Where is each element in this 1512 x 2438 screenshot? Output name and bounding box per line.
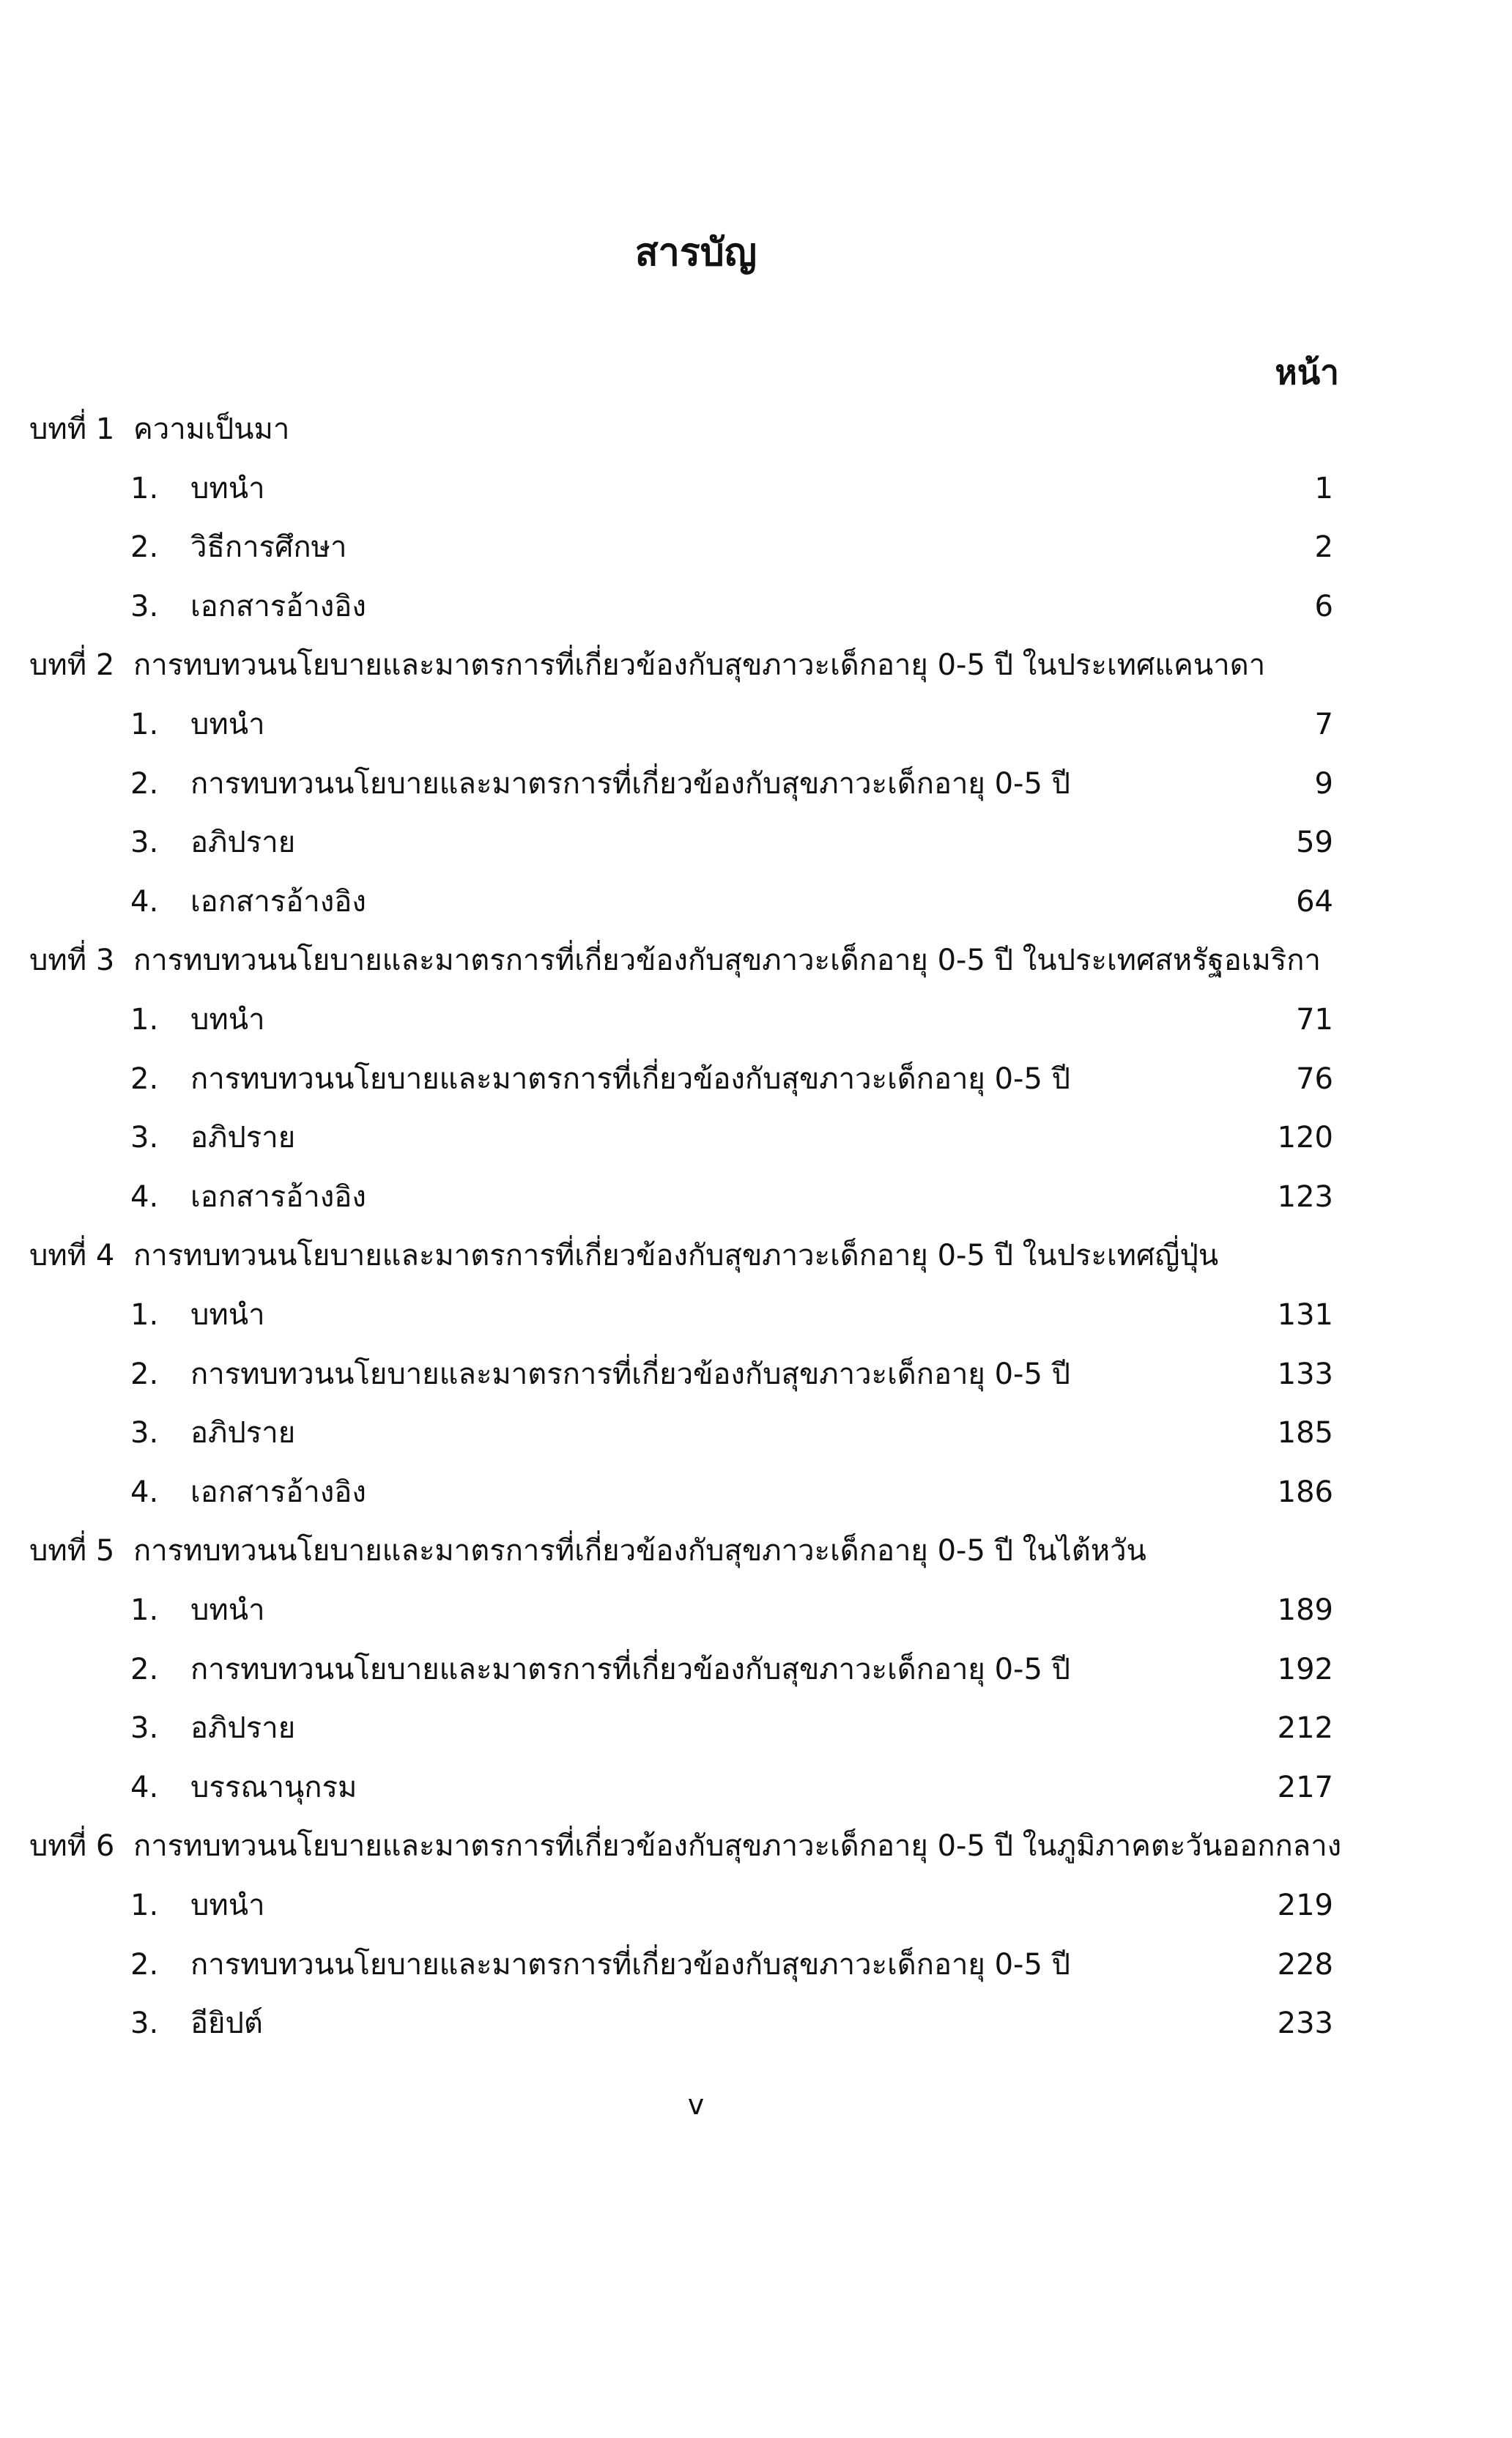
chapter-heading bbox=[29, 1234, 1218, 1278]
toc-entry-number: 3. bbox=[130, 826, 159, 859]
toc-entry-title: อภิปราย bbox=[190, 826, 296, 859]
toc-entry-title: เอกสารอ้างอิง bbox=[190, 590, 366, 623]
toc-page-number: 131 bbox=[1277, 1298, 1333, 1332]
toc-entry bbox=[130, 998, 265, 1042]
toc-entry-title: การทบทวนนโยบายและมาตรการที่เกี่ยวข้องกับสุขภาวะเด็กอายุ 0-5 ปี bbox=[190, 1357, 1071, 1391]
chapter-title: การทบทวนนโยบายและมาตรการที่เกี่ยวข้องกับสุขภาวะเด็กอายุ 0-5 ปี ในภูมิภาคตะวันออกกลาง bbox=[133, 1829, 1342, 1863]
toc-page-number: 228 bbox=[1277, 1948, 1333, 1982]
toc-entry bbox=[130, 1470, 366, 1514]
toc-entry bbox=[130, 2001, 263, 2045]
chapter-title: การทบทวนนโยบายและมาตรการที่เกี่ยวข้องกับสุขภาวะเด็กอายุ 0-5 ปี ในประเทศสหรัฐอเมริกา bbox=[133, 944, 1321, 977]
toc-entry-number: 2. bbox=[130, 1062, 159, 1096]
toc-entry bbox=[130, 1706, 295, 1750]
toc-entry bbox=[130, 1116, 295, 1160]
chapter-label: บทที่ 5 bbox=[29, 1534, 115, 1568]
toc-page-number: 1 bbox=[1314, 472, 1333, 505]
toc-entry-title: บทนำ bbox=[190, 708, 265, 741]
toc-entry bbox=[130, 1883, 265, 1927]
toc-entry bbox=[130, 1175, 366, 1219]
toc-entry-number: 4. bbox=[130, 885, 159, 919]
page-folio: v bbox=[687, 2089, 705, 2121]
chapter-title: ความเป็นมา bbox=[133, 412, 290, 446]
toc-page-number: 9 bbox=[1314, 767, 1333, 801]
chapter-heading bbox=[29, 643, 1265, 687]
toc-entry-title: เอกสารอ้างอิง bbox=[190, 885, 366, 919]
toc-entry-title: บทนำ bbox=[190, 1889, 265, 1922]
toc-entry bbox=[130, 525, 346, 569]
toc-page-number: 233 bbox=[1277, 2007, 1333, 2040]
page-title: สารบัญ bbox=[634, 231, 757, 275]
toc-entry-title: อภิปราย bbox=[190, 1711, 296, 1745]
toc-page-number: 71 bbox=[1296, 1003, 1333, 1037]
page-column-header: หน้า bbox=[1275, 352, 1339, 392]
toc-entry-number: 1. bbox=[130, 708, 159, 741]
toc-entry bbox=[130, 880, 366, 924]
toc-entry-number: 1. bbox=[130, 1593, 159, 1627]
toc-entry-number: 1. bbox=[130, 472, 159, 505]
toc-entry-title: การทบทวนนโยบายและมาตรการที่เกี่ยวข้องกับสุขภาวะเด็กอายุ 0-5 ปี bbox=[190, 767, 1071, 801]
toc-page-number: 64 bbox=[1296, 885, 1333, 919]
toc-entry-number: 4. bbox=[130, 1771, 159, 1804]
toc-entry-title: อภิปราย bbox=[190, 1121, 296, 1155]
toc-entry-number: 1. bbox=[130, 1003, 159, 1037]
toc-entry-title: วิธีการศึกษา bbox=[190, 530, 347, 564]
toc-page-number: 120 bbox=[1277, 1121, 1333, 1155]
toc-page-number: 185 bbox=[1277, 1416, 1333, 1450]
toc-entry-title: อภิปราย bbox=[190, 1416, 296, 1450]
toc-entry-title: บทนำ bbox=[190, 1593, 265, 1627]
toc-entry-title: บรรณานุกรม bbox=[190, 1771, 357, 1804]
toc-entry bbox=[130, 820, 295, 864]
toc-entry bbox=[130, 1765, 357, 1809]
toc-page-number: 2 bbox=[1314, 530, 1333, 564]
toc-entry bbox=[130, 1352, 1070, 1396]
toc-entry bbox=[130, 1648, 1070, 1692]
toc-entry bbox=[130, 1943, 1070, 1987]
toc-entry bbox=[130, 762, 1070, 806]
chapter-label: บทที่ 2 bbox=[29, 648, 115, 682]
toc-entry-number: 3. bbox=[130, 590, 159, 623]
toc-entry-number: 2. bbox=[130, 767, 159, 801]
toc-entry-number: 2. bbox=[130, 530, 159, 564]
toc-entry-title: อียิปต์ bbox=[190, 2007, 263, 2040]
toc-page-number: 123 bbox=[1277, 1180, 1333, 1214]
toc-entry-number: 3. bbox=[130, 1711, 159, 1745]
toc-entry bbox=[130, 467, 265, 511]
toc-entry-number: 3. bbox=[130, 1416, 159, 1450]
toc-entry bbox=[130, 1588, 265, 1632]
toc-entry-number: 1. bbox=[130, 1889, 159, 1922]
toc-page-number: 186 bbox=[1277, 1475, 1333, 1509]
toc-entry-number: 3. bbox=[130, 2007, 159, 2040]
chapter-heading bbox=[29, 1529, 1146, 1573]
toc-entry-number: 2. bbox=[130, 1948, 159, 1982]
toc-entry bbox=[130, 1293, 265, 1337]
toc-entry-title: การทบทวนนโยบายและมาตรการที่เกี่ยวข้องกับสุขภาวะเด็กอายุ 0-5 ปี bbox=[190, 1062, 1071, 1096]
chapter-title: การทบทวนนโยบายและมาตรการที่เกี่ยวข้องกับสุขภาวะเด็กอายุ 0-5 ปี ในประเทศญี่ปุ่น bbox=[133, 1239, 1219, 1272]
toc-entry-title: การทบทวนนโยบายและมาตรการที่เกี่ยวข้องกับสุขภาวะเด็กอายุ 0-5 ปี bbox=[190, 1948, 1071, 1982]
toc-entry-title: เอกสารอ้างอิง bbox=[190, 1475, 366, 1509]
toc-entry-title: บทนำ bbox=[190, 1003, 265, 1037]
chapter-heading bbox=[29, 1824, 1341, 1868]
toc-entry bbox=[130, 703, 265, 746]
toc-page-number: 189 bbox=[1277, 1593, 1333, 1627]
chapter-label: บทที่ 4 bbox=[29, 1239, 115, 1272]
chapter-heading bbox=[29, 407, 289, 451]
toc-page-number: 7 bbox=[1314, 708, 1333, 741]
toc-entry-title: การทบทวนนโยบายและมาตรการที่เกี่ยวข้องกับสุขภาวะเด็กอายุ 0-5 ปี bbox=[190, 1653, 1071, 1686]
toc-page-number: 192 bbox=[1277, 1653, 1333, 1686]
toc-page-number: 217 bbox=[1277, 1771, 1333, 1804]
toc-entry-number: 1. bbox=[130, 1298, 159, 1332]
toc-entry-title: บทนำ bbox=[190, 472, 265, 505]
chapter-heading bbox=[29, 938, 1321, 982]
toc-page-number: 219 bbox=[1277, 1889, 1333, 1922]
toc-entry-title: เอกสารอ้างอิง bbox=[190, 1180, 366, 1214]
chapter-label: บทที่ 6 bbox=[29, 1829, 115, 1863]
chapter-title: การทบทวนนโยบายและมาตรการที่เกี่ยวข้องกับสุขภาวะเด็กอายุ 0-5 ปี ในประเทศแคนาดา bbox=[133, 648, 1266, 682]
toc-page-number: 59 bbox=[1296, 826, 1333, 859]
toc-entry-number: 2. bbox=[130, 1357, 159, 1391]
toc-entry-number: 2. bbox=[130, 1653, 159, 1686]
toc-page-number: 6 bbox=[1314, 590, 1333, 623]
toc-entry bbox=[130, 1057, 1070, 1101]
chapter-label: บทที่ 3 bbox=[29, 944, 115, 977]
toc-page-number: 76 bbox=[1296, 1062, 1333, 1096]
toc-entry-number: 4. bbox=[130, 1475, 159, 1509]
chapter-label: บทที่ 1 bbox=[29, 412, 115, 446]
chapter-title: การทบทวนนโยบายและมาตรการที่เกี่ยวข้องกับสุขภาวะเด็กอายุ 0-5 ปี ในไต้หวัน bbox=[133, 1534, 1146, 1568]
toc-entry-title: บทนำ bbox=[190, 1298, 265, 1332]
toc-page-number: 133 bbox=[1277, 1357, 1333, 1391]
toc-page-number: 212 bbox=[1277, 1711, 1333, 1745]
toc-entry bbox=[130, 585, 366, 629]
toc-entry-number: 3. bbox=[130, 1121, 159, 1155]
toc-entry bbox=[130, 1411, 295, 1455]
toc-entry-number: 4. bbox=[130, 1180, 159, 1214]
